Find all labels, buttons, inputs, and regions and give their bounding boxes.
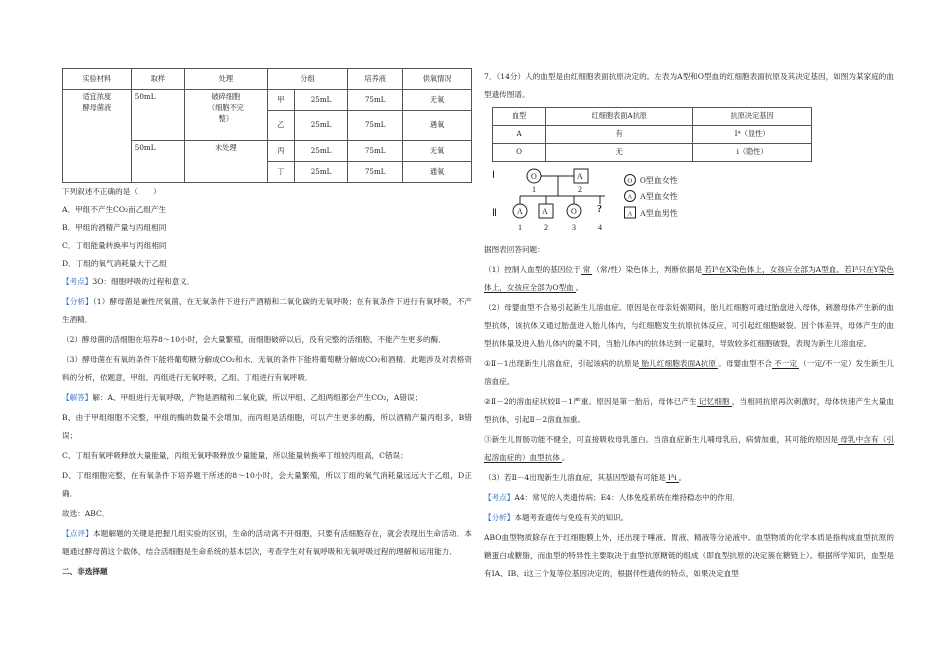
q2-c-paragraph	[484, 431, 894, 467]
treatment-cell	[185, 90, 268, 141]
fenxi-paragraph	[484, 509, 894, 527]
q2-c-answer: 母乳中含有（引起溶血症的）血型抗体	[484, 435, 894, 463]
table-cell: 有	[546, 126, 693, 144]
table-cell: i（隐性）	[693, 144, 812, 162]
legend-symbol: A	[627, 193, 633, 201]
q2-text: （2）母婴血型不合易引起新生儿溶血症。原因是在母亲妊娠期间，胎儿红细胞可通过胎盘进入母体，刺激母体产生新的血型抗体，该抗体又通过胎盘进入胎儿体内，与红细胞发生抗原抗体反应，可引起红细胞破裂。因个体差异，母体产生的血型抗体量及进入胎儿体内的量不同，当胎儿体内的抗体达到一定量时，导致较多红细胞破裂，表现为新生儿溶血症。	[484, 303, 894, 349]
table-cell: A	[493, 126, 546, 144]
treatment-line: 整）	[218, 113, 234, 123]
legend-a-male: A型血男性	[640, 209, 678, 218]
table-header-cell: 培养液	[348, 69, 403, 90]
q3-answer: Iᴬi	[667, 473, 677, 483]
q2-a-text: ①Ⅱ－1出现新生儿溶血症，引起该病的抗原是	[484, 359, 640, 369]
group-cell: 丙	[267, 141, 294, 162]
kaodian-tag: 【考点】	[62, 277, 93, 286]
q3-text: 。	[678, 473, 687, 483]
table-header-cell: 分组	[267, 69, 348, 90]
treatment-cell: 未处理	[185, 141, 268, 183]
fenxi-tag: 【分析】	[484, 513, 515, 523]
pedigree-number: 1	[518, 223, 522, 232]
jieda-text-1: 解：A、甲组进行无氧呼吸，产物是酒精和二氧化碳，所以甲组、乙组两组都会产生CO₂，A错误；	[92, 393, 423, 402]
option-a: A．甲组不产生CO₂而乙组产生	[62, 205, 167, 214]
table-row	[493, 144, 812, 162]
kaodian-paragraph	[62, 273, 472, 291]
option-b: B．甲组的酒精产量与丙组相同	[62, 223, 167, 232]
legend-a-female: A型血女性	[640, 192, 678, 201]
table-cell: O	[493, 144, 546, 162]
dianping-text: 本题解题的关键是把握几组实验的区别，生命的活动离不开细胞，只要有活细胞存在，就会表现出生命活动．本题通过酵母菌这个载体，结合活细胞是生命系统的基本层次，考查学生对有氧呼吸和无氧呼吸过程的理解和运用能力．	[62, 529, 473, 556]
table-header-cell: 实验材料	[63, 69, 132, 90]
generation-1-label: Ⅰ	[492, 170, 495, 181]
table-row	[63, 90, 472, 111]
fenxi-text-2: （2）酵母菌的活细胞在培养8～10小时，会大量繁殖，而细胞破碎以后，没有完整的活细胞，不能产生更多的酶．	[62, 335, 446, 344]
pedigree-number: 2	[578, 185, 582, 194]
pedigree-number: 4	[598, 223, 602, 232]
q2-a-answer-2: 不一定	[774, 359, 798, 369]
q2-b-answer: 记忆细胞	[698, 397, 730, 407]
fenxi-text-1: （1）酵母菌是兼性厌氧菌，在无氧条件下进行产酒精和二氧化碳的无氧呼吸；在有氧条件下进行有氧呼吸，不产生酒精．	[62, 297, 473, 324]
volume-cell: 25mL	[294, 90, 347, 111]
q2-b-text: ，当相同抗原再次刺激时，母体快速产生大量血型抗体，引起Ⅱ－2溶血加重。	[484, 397, 895, 425]
q1-text: 。	[575, 283, 584, 293]
pedigree-symbol: O	[531, 172, 537, 181]
section-title: 二、非选择题	[62, 567, 108, 576]
sample-cell: 50mL	[131, 141, 184, 183]
fenxi-text: 本题考查遗传与免疫有关的知识。	[514, 513, 629, 523]
q3-paragraph	[484, 469, 894, 487]
table-header-row	[63, 69, 472, 90]
table-header-cell: 处理	[185, 69, 268, 90]
dianping-paragraph	[62, 525, 472, 561]
pedigree-symbol: A	[542, 207, 548, 216]
intro: 据图表回答问题：	[484, 245, 545, 255]
jieda-tag: 【解答】	[62, 393, 93, 402]
pedigree-number: 2	[544, 223, 548, 232]
q2-b-paragraph	[484, 393, 894, 429]
sample-cell: 50mL	[131, 90, 184, 141]
kaodian-paragraph	[484, 489, 894, 507]
pedigree-number: 3	[572, 223, 576, 232]
q7-lead: 7．（14分）人的血型是由红细胞表面抗原决定的。左表为A型和O型血的红细胞表面抗原及其决定基因，如图为某家庭的血型遗传图谱。	[484, 72, 894, 99]
left-column	[62, 68, 472, 581]
volume-cell: 25mL	[294, 111, 347, 141]
table-cell: 无	[546, 144, 693, 162]
q1-text: （常/性）染色体上，判断依据是	[592, 265, 703, 275]
kaodian-text: A4：常见的人类遗传病；E4：人体免疫系统在维持稳态中的作用．	[514, 493, 741, 503]
fenxi-paragraph	[62, 293, 472, 329]
q1-text: （1）控制人血型的基因位于	[484, 265, 581, 275]
q2-a-text: 。母婴血型不合	[718, 359, 773, 369]
jieda-text-3: C、丁组有氧呼吸释放大量能量，丙组无氧呼吸释放少量能量，所以能量转换率丁组较丙组高，C错误；	[62, 451, 408, 460]
pedigree-number: 1	[532, 185, 536, 194]
q3-text: （3）若Ⅱ－4出现新生儿溶血症，其基因型最有可能是	[484, 473, 666, 483]
oxygen-cell: 无氧	[403, 141, 472, 162]
option-c: C．丁组能量转换率与丙组相同	[62, 241, 167, 250]
q2-a-paragraph	[484, 355, 894, 391]
oxygen-cell: 通氧	[403, 162, 472, 183]
question-stem: 下列叙述不正确的是（ ）	[62, 187, 161, 196]
legend-symbol: A	[627, 210, 633, 218]
material-cell	[63, 90, 132, 183]
fenxi-tag: 【分析】	[62, 297, 93, 306]
pedigree-symbol: A	[517, 207, 523, 216]
medium-cell: 75mL	[348, 90, 403, 111]
table-header-cell: 供氧情况	[403, 69, 472, 90]
blood-type-table	[492, 107, 812, 162]
answer-line: 故选：ABC．	[62, 509, 110, 518]
pedigree-symbol: A	[577, 172, 583, 181]
q1-paragraph	[484, 261, 894, 297]
q2-a-text: （一定/不一定）发生新生儿溶血症。	[484, 359, 895, 387]
medium-cell: 75mL	[348, 111, 403, 141]
last-paragraph: ABO血型物质除存在于红细胞膜上外，还出现于唾液、胃液、精液等分泌液中。血型物质的化学本质是指构成血型抗原的糖蛋白或糖脂，而血型的特异性主要取决于血型抗原糖链的组成（即血型抗原的决定簇在糖链上）。根据所学知识，血型是有IA、IB、i这三个复等位基因决定的，根据伴性遗传的特点，如果决定血型	[484, 533, 894, 579]
medium-cell: 75mL	[348, 141, 403, 162]
oxygen-cell: 无氧	[403, 90, 472, 111]
q2-a-answer-1: 胎儿红细胞表面A抗原	[641, 359, 717, 369]
kaodian-text: 3O：细胞呼吸的过程和意义．	[92, 277, 195, 286]
table-header-cell: 红细胞表面A抗原	[546, 108, 693, 126]
volume-cell: 25mL	[294, 141, 347, 162]
pedigree-symbol: O	[571, 207, 577, 216]
table-header-cell: 血型	[493, 108, 546, 126]
legend-o-female: O型血女性	[640, 176, 678, 185]
oxygen-cell: 遇氧	[403, 111, 472, 141]
group-cell: 乙	[267, 111, 294, 141]
material-line: 适宜浓度	[82, 92, 112, 101]
dianping-tag: 【点评】	[62, 529, 93, 538]
q2-c-text: ③新生儿胃肠功能不健全，可直接吸收母乳蛋白。当溶血症新生儿哺母乳后，病情加重，其可能的原因是	[484, 435, 839, 445]
volume-cell: 25mL	[294, 162, 347, 183]
legend-symbol: O	[627, 177, 633, 185]
right-column	[484, 68, 894, 585]
material-line: 酵母菌液	[82, 102, 112, 112]
jieda-paragraph	[62, 389, 472, 407]
q2-b-text: ②Ⅱ－2的溶血症状较Ⅱ－1严重。原因是第一胎后，母体已产生	[484, 397, 697, 407]
pedigree-diagram	[490, 166, 710, 238]
table-row	[493, 126, 812, 144]
jieda-text-2: B、由于甲组细胞不完整，甲组的酶的数量不会增加，而丙组是活细胞，可以产生更多的酶，所以酒精产量丙组多，B错误；	[62, 413, 472, 440]
option-d: D．丁组的氧气消耗量大于乙组	[62, 259, 167, 268]
experiment-table	[62, 68, 472, 183]
table-header-row	[493, 108, 812, 126]
fenxi-text-3: （3）酵母菌在有氧的条件下能将葡萄糖分解成CO₂和水．无氧的条件下能将葡萄糖分解成CO₂和酒精．此题涉及对表格资料的分析，依题意，甲组、丙组进行无氧呼吸，乙组、丁组进行有氧呼吸．	[62, 355, 472, 382]
q1-answer-2: 若Iᴬ在X染色体上，女孩应全部为A型血。若Iᴬ只在Y染色体上，女孩应全部为O型血	[484, 265, 894, 293]
q2-c-text: 。	[561, 453, 570, 463]
group-cell: 丁	[267, 162, 294, 183]
pedigree-unknown: ?	[597, 204, 602, 215]
q1-answer-1: 常	[582, 265, 591, 275]
kaodian-tag: 【考点】	[484, 493, 515, 503]
table-cell: Iᴬ（显性）	[693, 126, 812, 144]
jieda-text-4: D、丁组细胞完整，在有氧条件下培养题干所述的8～10小时，会大量繁殖，所以丁组的氧气消耗量远远大于乙组，D正确．	[62, 471, 472, 498]
group-cell: 甲	[267, 90, 294, 111]
medium-cell: 75mL	[348, 162, 403, 183]
treatment-line: 破碎细胞	[211, 92, 241, 101]
generation-2-label: Ⅱ	[492, 208, 497, 219]
treatment-line: （细胞不完	[207, 102, 244, 112]
table-header-cell: 抗原决定基因	[693, 108, 812, 126]
table-header-cell: 取样	[131, 69, 184, 90]
